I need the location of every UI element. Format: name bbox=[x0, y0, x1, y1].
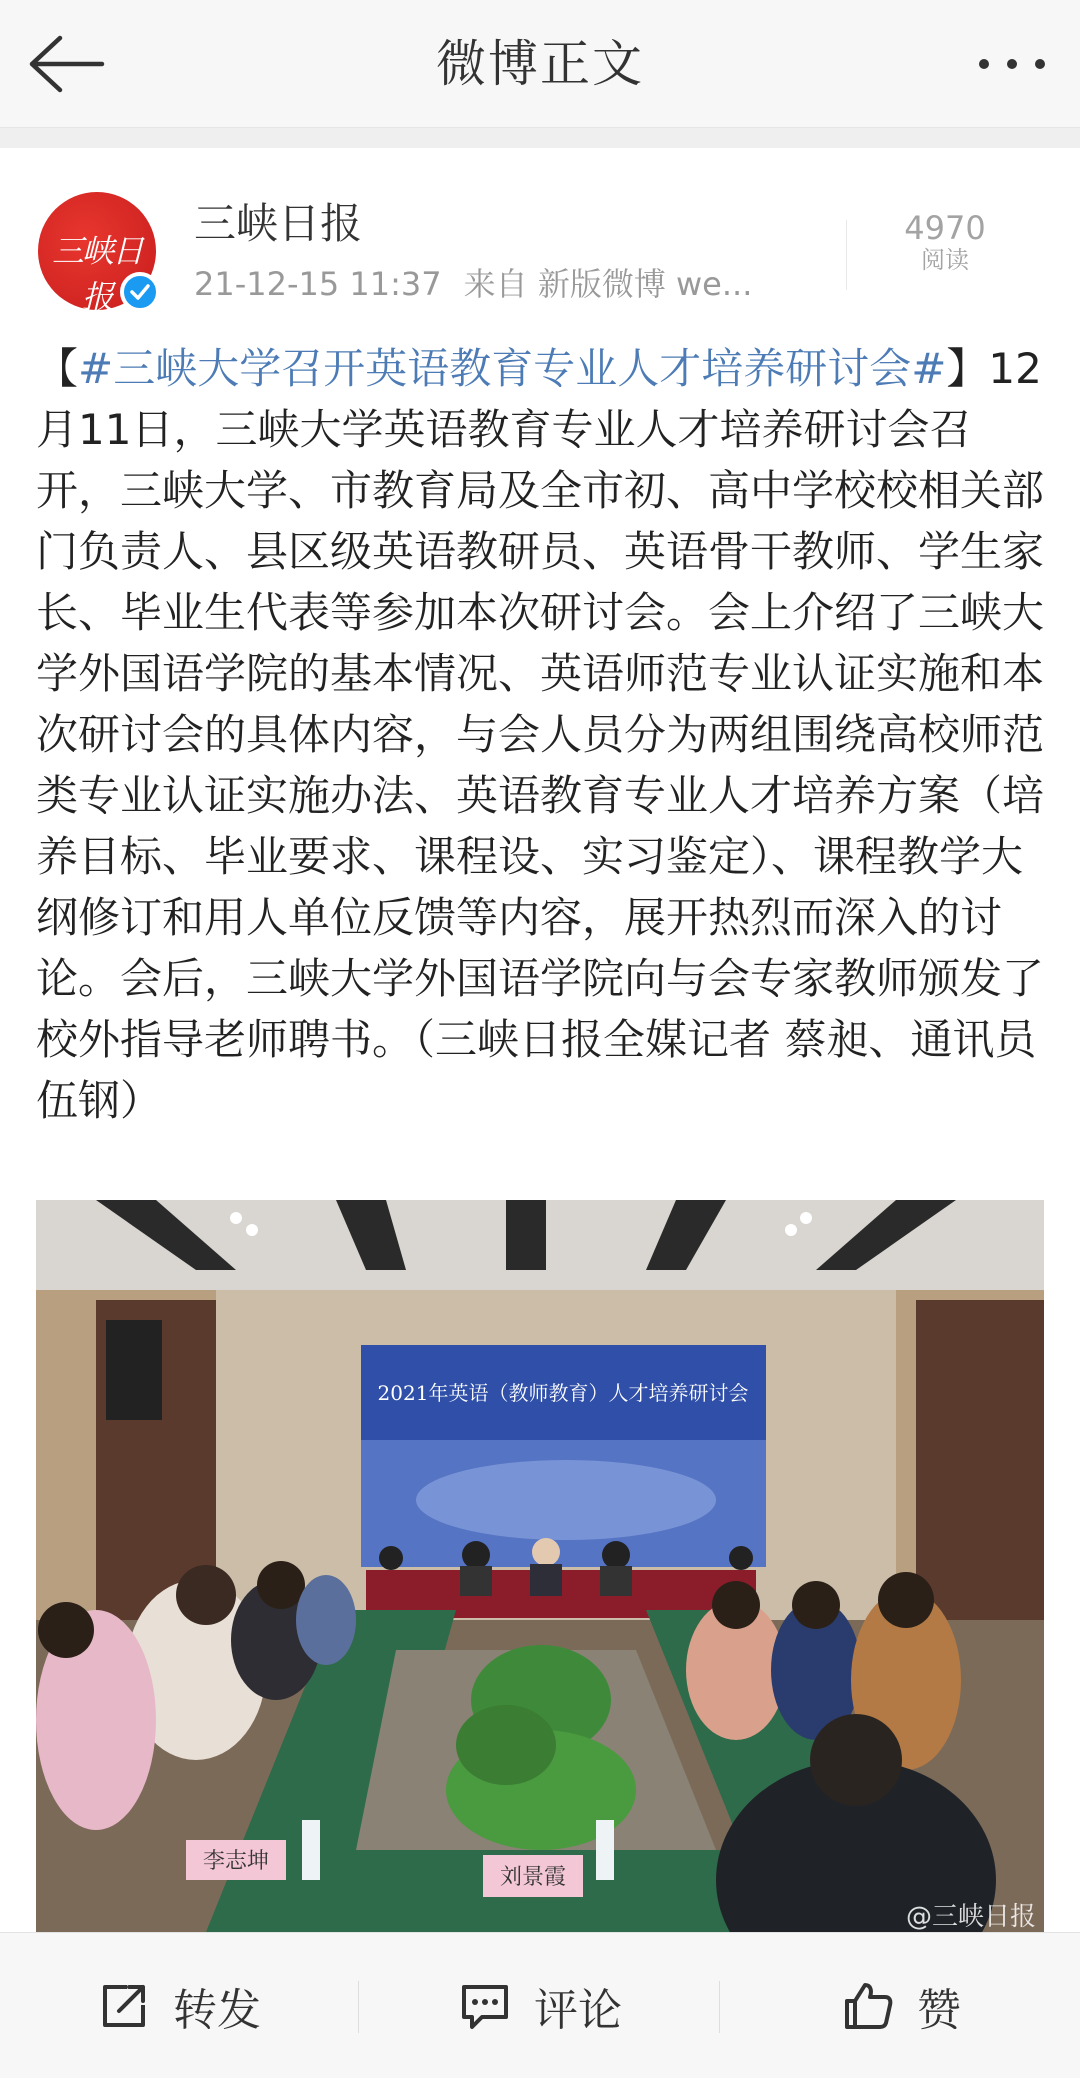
more-dots-icon bbox=[972, 44, 1052, 84]
post-photo[interactable] bbox=[36, 1200, 1044, 1932]
reads-divider bbox=[846, 220, 847, 290]
reads-label: 阅读 bbox=[921, 246, 969, 274]
screen-banner-text: 2021年英语（教师教育）人才培养研讨会 bbox=[377, 1381, 749, 1405]
verified-badge bbox=[120, 272, 160, 312]
post-meta bbox=[194, 262, 774, 306]
bottom-action-bar bbox=[0, 1932, 1080, 2078]
like-button[interactable] bbox=[722, 1933, 1080, 2078]
comment-icon bbox=[458, 1979, 512, 2033]
reads-counter bbox=[870, 210, 1020, 274]
share-icon bbox=[97, 1979, 151, 2033]
repost-label: 转发 bbox=[173, 1985, 261, 2036]
comment-button[interactable] bbox=[361, 1933, 719, 2078]
meeting-photo-illustration bbox=[36, 1200, 1044, 1932]
thumbs-up-icon bbox=[841, 1979, 895, 2033]
action-separator bbox=[719, 1981, 720, 2033]
post-source[interactable]: 来自 新版微博 we... bbox=[463, 265, 753, 303]
comment-label: 评论 bbox=[534, 1985, 622, 2036]
photo-watermark: @三峡日报 bbox=[905, 1902, 1036, 1932]
section-divider bbox=[0, 128, 1080, 148]
action-separator bbox=[358, 1981, 359, 2033]
avatar-logo-text: 三峡日报 bbox=[51, 232, 142, 316]
bracket-close: 】 bbox=[946, 344, 989, 393]
repost-button[interactable] bbox=[0, 1933, 358, 2078]
top-navigation-bar bbox=[0, 0, 1080, 128]
post-text bbox=[36, 338, 1046, 1131]
more-options-button[interactable] bbox=[972, 44, 1052, 84]
page-title: 微博正文 bbox=[436, 35, 644, 93]
author-name[interactable]: 三峡日报 bbox=[194, 199, 363, 248]
nameplate-center: 刘景霞 bbox=[499, 1865, 567, 1890]
post-header bbox=[0, 148, 1080, 328]
reads-count: 4970 bbox=[904, 209, 986, 247]
verified-check-icon bbox=[124, 276, 156, 308]
hashtag-link[interactable]: #三峡大学召开英语教育专业人才培养研讨会# bbox=[78, 344, 947, 393]
nameplate-left: 李志坤 bbox=[202, 1849, 270, 1874]
post-time: 21-12-15 11:37 bbox=[194, 265, 442, 303]
author-avatar[interactable] bbox=[38, 192, 156, 316]
bracket-open: 【 bbox=[36, 344, 79, 393]
post-body-text: 12月11日，三峡大学英语教育专业人才培养研讨会召开，三峡大学、市教育局及全市初、高中学校校相关部门负责人、县区级英语教研员、英语骨干教师、学生家长、毕业生代表等参加本次研讨会。会上介绍了三峡大学外国语学院的基本情况、英语师范专业认证实施和本次研讨会的具体内容，与会人员分为两组围绕高校师范类专业认证实施办法、英语教育专业人才培养方案（培养目标、毕业要求、课程设、实习鉴定）、课程教学大纲修订和用人单位反馈等内容，展开热烈而深入的讨论。会后，三峡大学外国语学院向与会专家教师颁发了校外指导老师聘书。（三峡日报全媒记者 蔡昶、通讯员 伍钢） bbox=[36, 344, 1045, 1125]
like-label: 赞 bbox=[917, 1985, 961, 2036]
